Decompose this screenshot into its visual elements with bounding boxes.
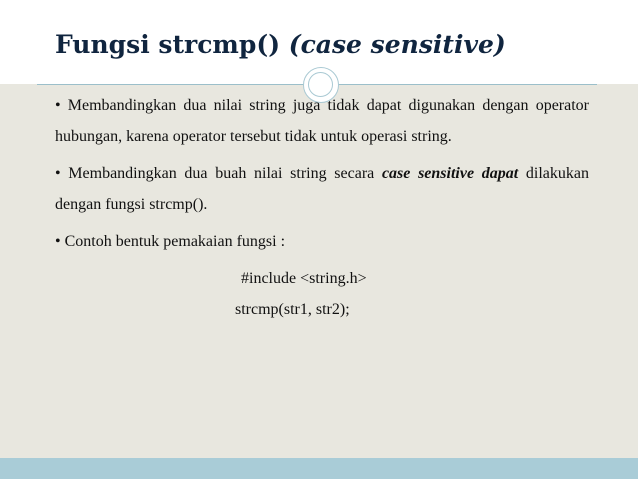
slide-title-italic: (case sensitive) (288, 30, 506, 59)
bullet-2-pre: • Membandingkan dua buah nilai string secara (55, 165, 382, 182)
slide-title (55, 30, 506, 59)
code-line-strcmp: strcmp(str1, str2); (235, 301, 350, 318)
slide-body (55, 90, 589, 325)
bullet-2-emphasis: case sensitive dapat (381, 165, 519, 182)
bullet-2-post: dilakukan dengan fungsi strcmp(). (55, 165, 589, 213)
bullet-3: • Contoh bentuk pemakaian fungsi : (55, 233, 286, 250)
bullet-2 (55, 158, 589, 220)
bullet-1: • Membandingkan dua nilai string juga tidak dapat digunakan dengan operator hubungan, karena operator tersebut tidak untuk operasi string. (55, 97, 589, 145)
code-line-include: #include <string.h> (241, 270, 367, 287)
slide-title-main: Fungsi strcmp() (55, 30, 289, 59)
bottom-band (0, 458, 638, 479)
